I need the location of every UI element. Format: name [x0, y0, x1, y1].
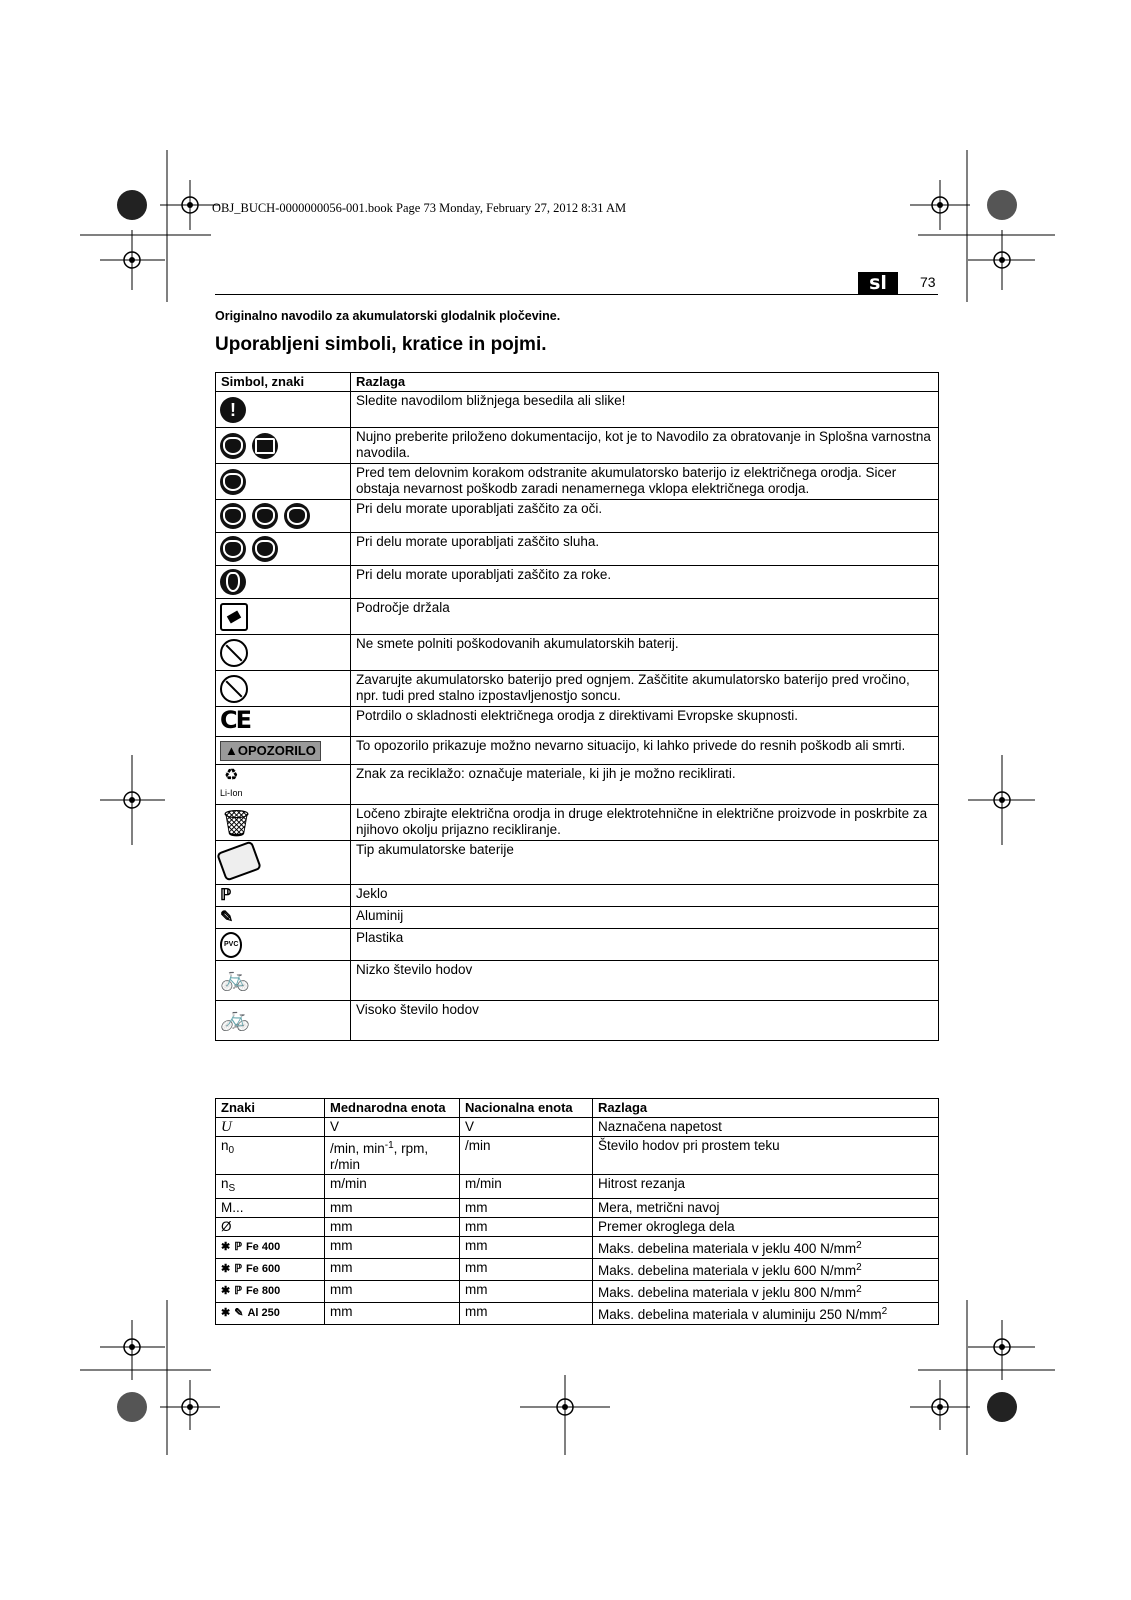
table-row [216, 500, 939, 533]
sign-cell: $n_0$ [216, 1137, 325, 1175]
natl-unit-cell: mm [460, 1281, 593, 1303]
symbol-explanation: Pred tem delovnim korakom odstranite akumulatorsko baterijo iz električnega orodja. Sicer obstaja nevarnost poškodb zaradi nenamernega vklopa električnega orodja. [351, 464, 939, 500]
sign-cell: ✱ ℙ Fe 600 [216, 1259, 325, 1281]
intl-unit-cell: V [325, 1118, 460, 1137]
table-row [216, 566, 939, 599]
aluminium-icon: ✎ [220, 908, 234, 926]
table-row [216, 1175, 939, 1199]
explanation-cell: Premer okroglega dela [593, 1218, 939, 1237]
table-row [216, 392, 939, 428]
column-header-explanation: Razlaga [351, 373, 939, 392]
explanation-cell: Število hodov pri prostem teku [593, 1137, 939, 1175]
table-row [216, 707, 939, 737]
weee-bin-icon: 🗑 [220, 807, 254, 838]
table-row [216, 671, 939, 707]
steel-icon: ℙ [234, 1285, 242, 1297]
sign-cell: ✱ ✎ Al 250 [216, 1303, 325, 1325]
symbol-explanation: Tip akumulatorske baterije [351, 841, 939, 885]
table-row [216, 765, 939, 805]
thickness-icon: ✱ [221, 1285, 231, 1297]
recycle-icon: ♻ Li-Ion [220, 767, 243, 798]
explanation-cell: Maks. debelina materiala v aluminiju 250 $N/mm^2$ [593, 1303, 939, 1325]
natl-unit-cell: mm [460, 1218, 593, 1237]
symbol-explanation: Področje držala [351, 599, 939, 635]
symbol-explanation: Nujno preberite priloženo dokumentacijo, kot je to Navodilo za obratovanje in Splošna varnostna navodila. [351, 428, 939, 464]
table-row [216, 805, 939, 841]
column-header-sign: Znaki [216, 1099, 325, 1118]
symbol-explanation: Pri delu morate uporabljati zaščito za oči. [351, 500, 939, 533]
table-row [216, 1218, 939, 1237]
table-row [216, 1001, 939, 1041]
symbol-explanation: Pri delu morate uporabljati zaščito za roke. [351, 566, 939, 599]
thickness-icon: ✱ [221, 1241, 231, 1253]
symbols-table [215, 372, 939, 1041]
sign-cell: ✱ ℙ Fe 800 [216, 1281, 325, 1303]
natl-unit-cell: /min [460, 1137, 593, 1175]
header-rule [215, 294, 938, 295]
symbol-explanation: Aluminij [351, 907, 939, 929]
symbol-explanation: Jeklo [351, 885, 939, 907]
explanation-cell: Maks. debelina materiala v jeklu 400 $N/mm^2$ [593, 1237, 939, 1259]
table-row [216, 464, 939, 500]
symbol-explanation: Potrdilo o skladnosti električnega orodja z direktivami Evropske skupnosti. [351, 707, 939, 737]
sign-cell: $n_S$ [216, 1175, 325, 1199]
intl-unit-cell: m/min [325, 1175, 460, 1199]
high-stroke-icon: 🚲 [220, 1005, 250, 1032]
intl-unit-cell: /min, $\min^{-1}$, rpm, r/min [325, 1137, 460, 1175]
table-row [216, 1281, 939, 1303]
symbol-explanation: Ločeno zbirajte električna orodja in druge elektrotehnične in električne proizvode in poskrbite za njihovo okolju prijazno recikliranje. [351, 805, 939, 841]
intl-unit-cell: mm [325, 1259, 460, 1281]
column-header-symbol: Simbol, znaki [216, 373, 351, 392]
grip-area-icon [220, 603, 248, 631]
plastic-icon: PVC [220, 932, 242, 958]
explanation-cell: Naznačena napetost [593, 1118, 939, 1137]
table-row [216, 1237, 939, 1259]
section-title: Uporabljeni simboli, kratice in pojmi. [215, 334, 547, 355]
table-row [216, 533, 939, 566]
table-row [216, 737, 939, 765]
natl-unit-cell: mm [460, 1199, 593, 1218]
table-row [216, 599, 939, 635]
thickness-icon: ✱ [221, 1263, 231, 1275]
symbol-explanation: Plastika [351, 929, 939, 961]
remove-battery-icon [220, 469, 246, 495]
sign-cell: U [216, 1118, 325, 1137]
intl-unit-cell: mm [325, 1237, 460, 1259]
explanation-cell: Maks. debelina materiala v jeklu 800 $N/mm^2$ [593, 1281, 939, 1303]
intl-unit-cell: mm [325, 1199, 460, 1218]
column-header-natl-unit: Nacionalna enota [460, 1099, 593, 1118]
symbol-explanation: Sledite navodilom bližnjega besedila ali slike! [351, 392, 939, 428]
language-tab: sl [858, 272, 898, 295]
thickness-icon: ✱ [221, 1307, 231, 1319]
steel-icon: ℙ [220, 886, 232, 904]
read-manual-icon [220, 433, 346, 459]
battery-pack-icon [216, 840, 262, 881]
column-header-intl-unit: Mednarodna enota [325, 1099, 460, 1118]
symbol-explanation: Ne smete polniti poškodovanih akumulatorskih baterij. [351, 635, 939, 671]
sign-cell: Ø [216, 1218, 325, 1237]
table-row [216, 929, 939, 961]
aluminium-icon: ✎ [234, 1307, 244, 1319]
table-row [216, 1303, 939, 1325]
table-row [216, 961, 939, 1001]
table-row [216, 635, 939, 671]
natl-unit-cell: m/min [460, 1175, 593, 1199]
page-number: 73 [920, 274, 936, 290]
explanation-cell: Mera, metrični navoj [593, 1199, 939, 1218]
table-row [216, 1199, 939, 1218]
table-row [216, 841, 939, 885]
symbol-explanation: To opozorilo prikazuje možno nevarno situacijo, ki lahko privede do resnih poškodb ali smrti. [351, 737, 939, 765]
hand-protection-icon [220, 569, 246, 595]
table-row [216, 1137, 939, 1175]
no-damaged-battery-icon [220, 639, 248, 667]
table-row [216, 907, 939, 929]
column-header-explanation: Razlaga [593, 1099, 939, 1118]
explanation-cell: Maks. debelina materiala v jeklu 600 $N/mm^2$ [593, 1259, 939, 1281]
symbol-explanation: Zavarujte akumulatorsko baterijo pred ognjem. Zaščitite akumulatorsko baterijo pred vročino, npr. tudi pred stalno izpostavljenostjo soncu. [351, 671, 939, 707]
natl-unit-cell: mm [460, 1259, 593, 1281]
eye-protection-icon [220, 503, 346, 529]
intl-unit-cell: mm [325, 1218, 460, 1237]
steel-icon: ℙ [234, 1263, 242, 1275]
warning-label-icon: ▲OPOZORILO [220, 741, 321, 761]
steel-icon: ℙ [234, 1241, 242, 1253]
low-stroke-icon: 🚲 [220, 965, 250, 992]
natl-unit-cell: mm [460, 1303, 593, 1325]
ce-mark-icon: CE [220, 705, 251, 734]
sign-cell: ✱ ℙ Fe 400 [216, 1237, 325, 1259]
sign-cell: M... [216, 1199, 325, 1218]
intl-unit-cell: mm [325, 1303, 460, 1325]
no-fire-icon [220, 675, 248, 703]
document-subtitle: Originalno navodilo za akumulatorski glodalnik pločevine. [215, 309, 561, 323]
book-info-line: OBJ_BUCH-0000000056-001.book Page 73 Monday, February 27, 2012 8:31 AM [212, 201, 627, 215]
table-row [216, 1259, 939, 1281]
table-row [216, 428, 939, 464]
intl-unit-cell: mm [325, 1281, 460, 1303]
ear-protection-icon [220, 536, 346, 562]
symbol-explanation: Pri delu morate uporabljati zaščito sluha. [351, 533, 939, 566]
table-row [216, 885, 939, 907]
natl-unit-cell: mm [460, 1237, 593, 1259]
symbol-explanation: Znak za reciklažo: označuje materiale, ki jih je možno reciklirati. [351, 765, 939, 805]
explanation-cell: Hitrost rezanja [593, 1175, 939, 1199]
natl-unit-cell: V [460, 1118, 593, 1137]
symbol-explanation: Visoko število hodov [351, 1001, 939, 1041]
units-table [215, 1098, 939, 1325]
symbol-explanation: Nizko število hodov [351, 961, 939, 1001]
table-row [216, 1118, 939, 1137]
exclamation-icon: ! [220, 397, 246, 423]
